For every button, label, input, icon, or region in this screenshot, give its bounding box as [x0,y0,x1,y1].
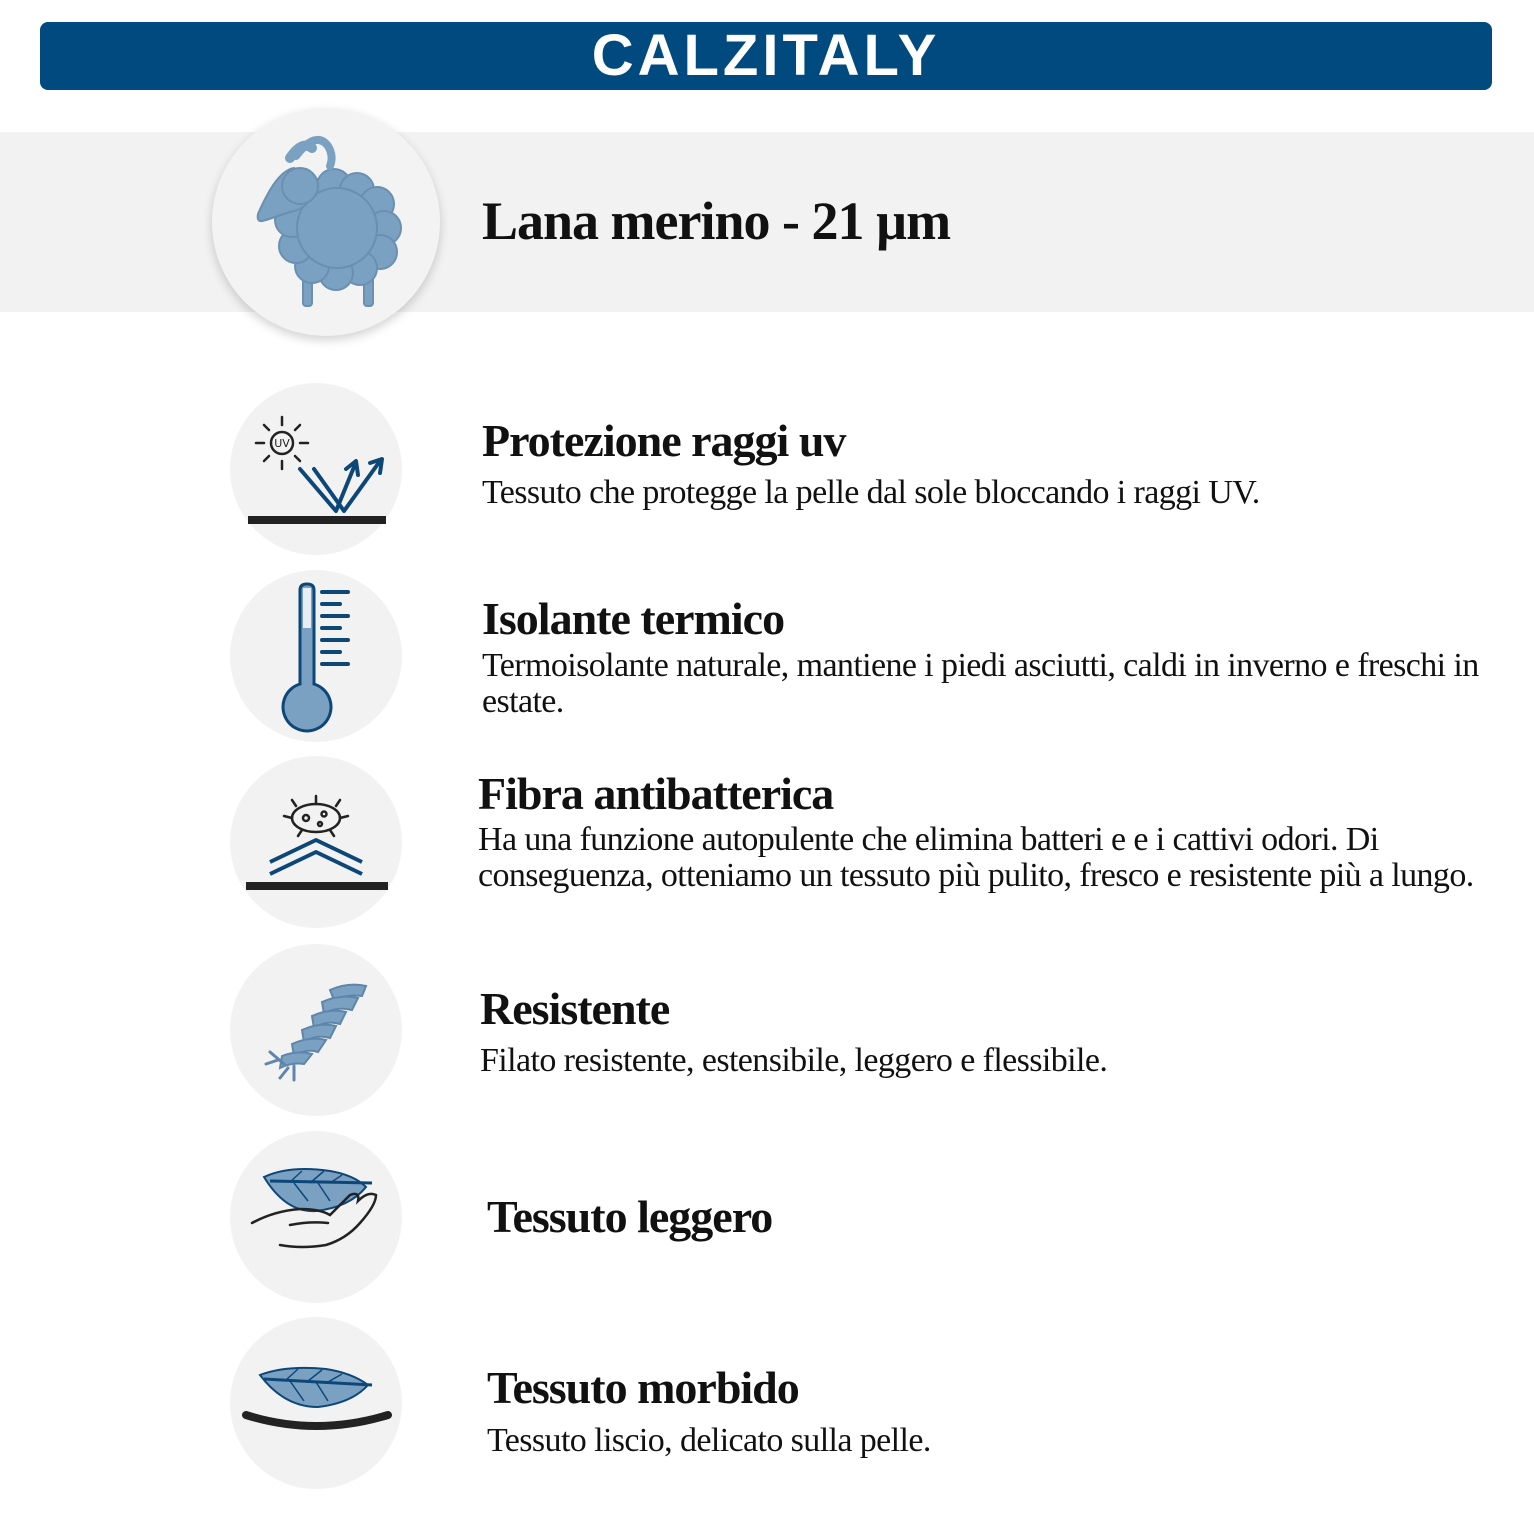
brand-name: CALZITALY [591,23,941,88]
resistant-icon-circle [230,944,402,1116]
feature-desc-antibacterial: Ha una funzione autopulente che elimina batteri e e i cattivi odori. Di conseguenza, otteniamo un tessuto più pulito, fresco e resistente più a lungo. [478,821,1474,894]
feature-title-light: Tessuto leggero [487,1191,773,1242]
feature-desc-uv: Tessuto che protegge la pelle dal sole bloccando i raggi UV. [482,474,1260,511]
feature-title-soft: Tessuto morbido [487,1362,799,1413]
feature-title-resistant: Resistente [480,983,670,1034]
feature-desc-resistant: Filato resistente, estensibile, leggero e flessibile. [480,1042,1108,1079]
brand-header [40,22,1492,90]
svg-text:UV: UV [274,437,290,450]
feather-surface-icon [230,1317,402,1489]
antibacterial-icon-circle [230,756,402,928]
feature-title-uv: Protezione raggi uv [482,415,846,466]
thermal-icon-circle [230,570,402,742]
hero-icon-circle [212,108,440,336]
sheep-icon [212,108,440,336]
bacteria-shield-icon [230,756,402,928]
uv-protection-icon [230,383,402,555]
feature-title-thermal: Isolante termico [482,593,785,644]
feature-title-antibacterial: Fibra antibatterica [478,768,834,819]
feature-desc-thermal: Termoisolante naturale, mantiene i piedi asciutti, caldi in inverno e freschi in estate. [482,647,1479,720]
soft-icon-circle [230,1317,402,1489]
uv-icon-circle [230,383,402,555]
thermometer-icon [230,570,402,742]
feather-hand-icon [230,1131,402,1303]
hero-title: Lana merino - 21 µm [482,191,951,251]
twisted-rope-icon [230,944,402,1116]
feature-desc-soft: Tessuto liscio, delicato sulla pelle. [487,1422,931,1459]
light-icon-circle [230,1131,402,1303]
